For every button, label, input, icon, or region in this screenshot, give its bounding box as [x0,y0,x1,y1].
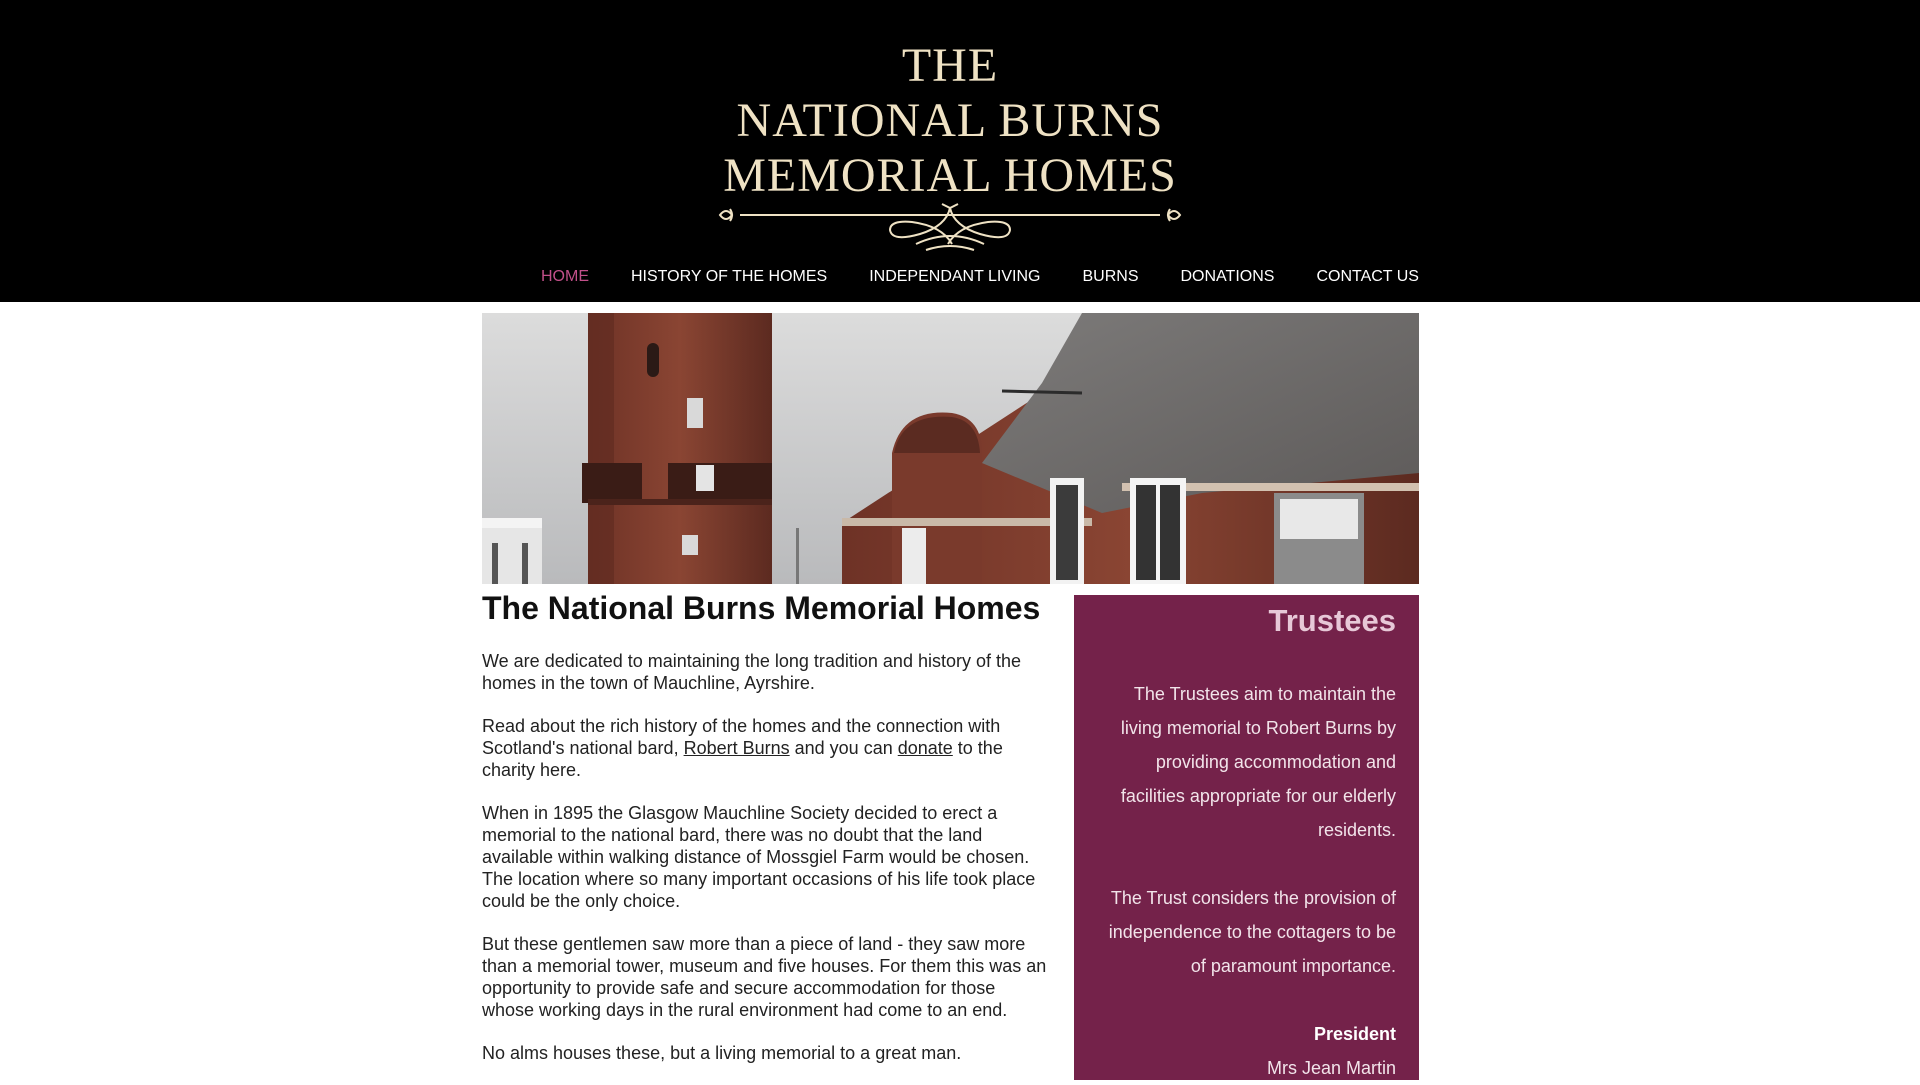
trustees-independence-text: The Trust considers the provision of independence to the cottagers to be of paramount importance. [1108,888,1396,976]
intro-paragraph: We are dedicated to maintaining the long tradition and history of the homes in the town of Mauchline, Ayrshire. [482,651,1022,693]
nav-item-burns[interactable]: BURNS [1082,268,1139,285]
closing-paragraph: No alms houses these, but a living memorial to a great man. [482,1043,962,1063]
ornamental-flourish-icon [716,200,1184,258]
site-title-line-3: MEMORIAL HOMES [723,149,1177,202]
purpose-paragraph: But these gentlemen saw more than a piece of land - they saw more than a memorial tower, museum and five houses. For them this was an opportunity to provide safe and secure accommodation for those whose working days in the rural environment had come to an end. [482,934,1047,1020]
site-header [0,0,1920,302]
nav-item-contact[interactable]: CONTACT US [1316,268,1419,285]
robert-burns-link[interactable]: Robert Burns [683,738,790,758]
memorial-homes-photo [482,313,1419,584]
nav-item-independant-living[interactable]: INDEPENDANT LIVING [869,268,1041,285]
site-title-line-1: THE [901,39,999,92]
main-content [482,650,1048,1085]
site-title[interactable] [0,38,1900,203]
founding-paragraph: When in 1895 the Glasgow Mauchline Society decided to erect a memorial to the national bard, there was no doubt that the land available within walking distance of Mossgiel Farm would be chosen. The location where so many important occasions of his life took place could be the only choice. [482,803,1036,911]
trustees-panel [1074,595,1419,1080]
hero-image [482,313,1419,584]
president-name: Mrs Jean Martin [1266,1058,1396,1078]
trustees-heading: Trustees [1268,603,1396,638]
history-text-after: to the charity here. [482,738,1003,780]
site-title-line-2: NATIONAL BURNS [736,94,1164,147]
page-title: The National Burns Memorial Homes [482,590,1041,626]
trustees-aim-text: The Trustees aim to maintain the living memorial to Robert Burns by providing accommodation and facilities appropriate for our elderly residents. [1120,684,1396,840]
nav-item-donations[interactable]: DONATIONS [1180,268,1275,285]
history-paragraph [482,715,1048,781]
president-label: President [1313,1024,1396,1044]
donate-link[interactable]: donate [897,738,953,758]
nav-item-history[interactable]: HISTORY OF THE HOMES [631,268,828,285]
history-text-before: Read about the rich history of the homes and the connection with Scotland's national bard, [482,716,1001,758]
main-nav [520,265,1440,289]
nav-item-home[interactable]: HOME [541,268,589,285]
history-text-middle: and you can [789,738,898,758]
